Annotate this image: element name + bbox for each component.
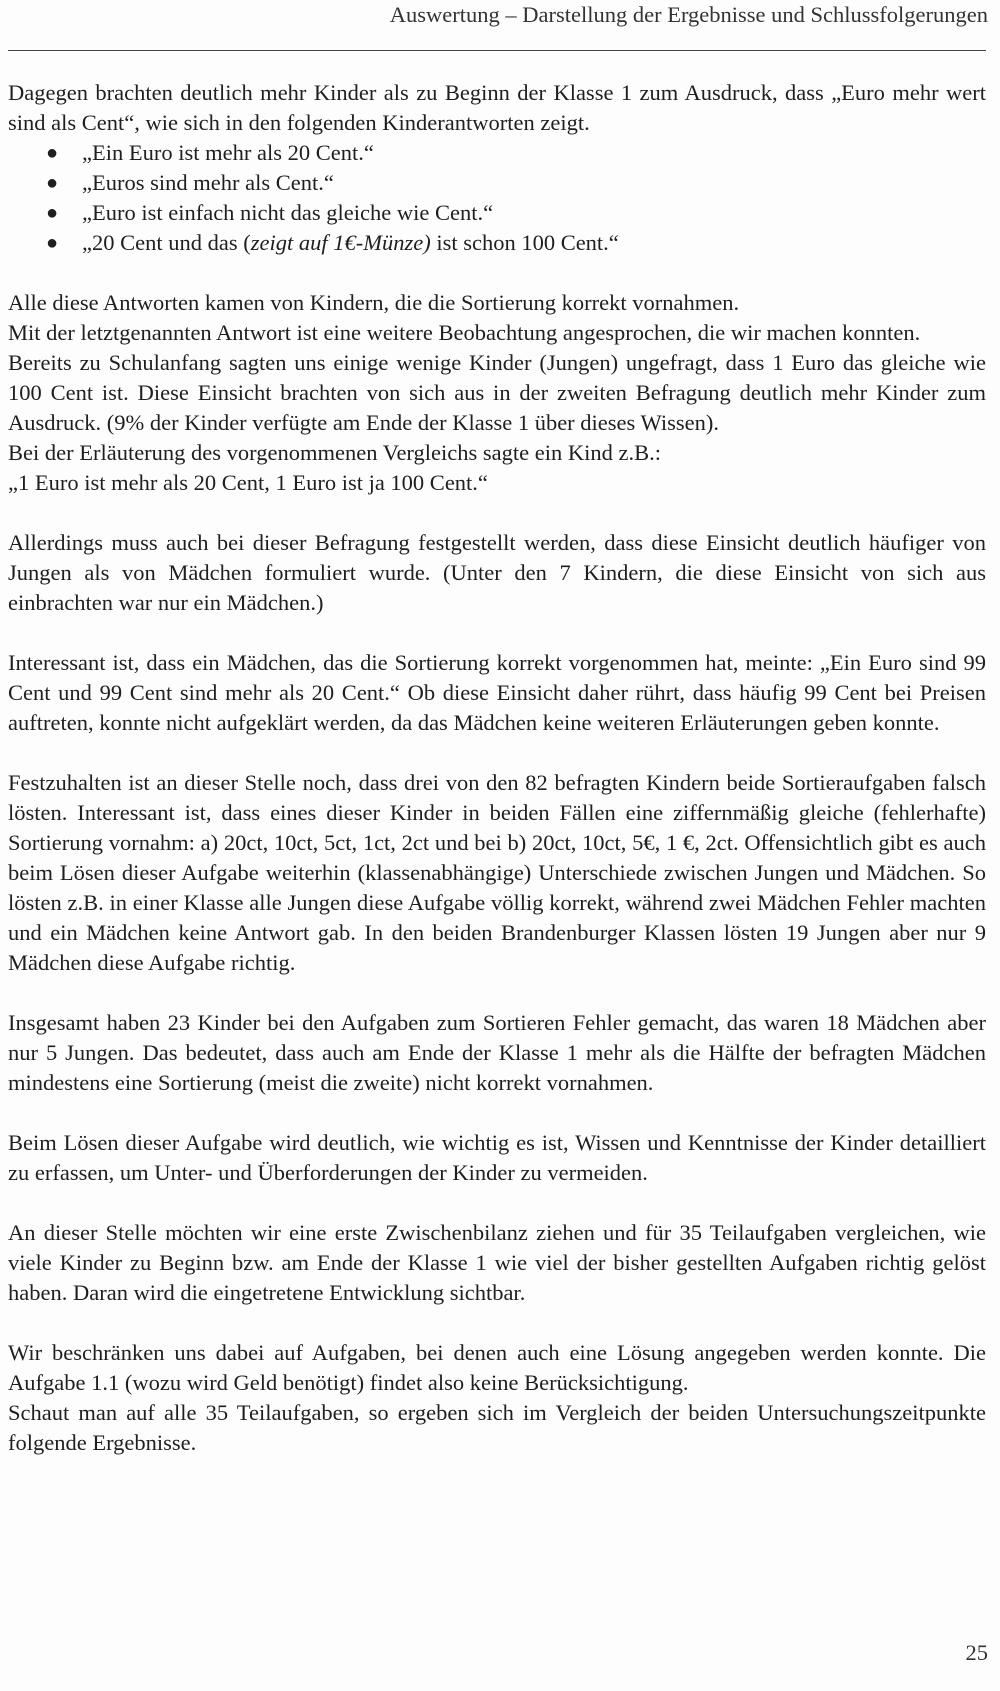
paragraph: Festzuhalten ist an dieser Stelle noch, dass drei von den 82 befragten Kindern beide Sortieraufgaben falsch lösten. Interessant ist, dass eines dieser Kinder in beiden Fällen eine ziffernmäßig gleiche (fehlerhafte) Sortierung vornahm: a) 20ct, 10ct, 5ct, 1ct, 2ct und bei b) 20ct, 10ct, 5€, 1 €, 2ct. Offensichtlich gibt es auch beim Lösen dieser Aufgabe weiterhin (klassenabhängige) Unterschiede zwischen Jungen und Mädchen. So lösten z.B. in einer Klasse alle Jungen diese Aufgabe völlig korrekt, während zwei Mädchen Fehler machten und ein Mädchen keine Antwort gab. In den beiden Brandenburger Klassen lösten 19 Jungen aber nur 9 Mädchen diese Aufgabe richtig. xyxy=(8,770,986,975)
page-number: 25 xyxy=(965,1640,988,1665)
running-header: Auswertung – Darstellung der Ergebnisse und Schlussfolgerungen xyxy=(389,2,988,27)
list-item: ● „20 Cent und das (zeigt auf 1€-Münze) ist schon 100 Cent.“ xyxy=(8,228,986,258)
paragraph: Schaut man auf alle 35 Teilaufgaben, so ergeben sich im Vergleich der beiden Untersuchungszeitpunkte folgende Ergebnisse. xyxy=(8,1400,986,1455)
paragraph: Wir beschränken uns dabei auf Aufgaben, bei denen auch eine Lösung angegeben werden konnte. Die Aufgabe 1.1 (wozu wird Geld benötigt) findet also keine Berücksichtigung. xyxy=(8,1340,986,1395)
list-item: ● „Euros sind mehr als Cent.“ xyxy=(8,168,986,198)
paragraph: Interessant ist, dass ein Mädchen, das die Sortierung korrekt vorgenommen hat, meinte: „Ein Euro sind 99 Cent und 99 Cent sind mehr als 20 Cent.“ Ob diese Einsicht daher rührt, dass häufig 99 Cent bei Preisen auftreten, konnte nicht aufgeklärt werden, da das Mädchen keine weiteren Erläuterungen geben konnte. xyxy=(8,650,986,735)
paragraph: Bei der Erläuterung des vorgenommenen Vergleichs sagte ein Kind z.B.: xyxy=(8,440,661,465)
header-rule xyxy=(8,50,986,51)
list-item: ● „Ein Euro ist mehr als 20 Cent.“ xyxy=(8,138,986,168)
paragraph: Beim Lösen dieser Aufgabe wird deutlich, wie wichtig es ist, Wissen und Kenntnisse der Kinder detailliert zu erfassen, um Unter- und Überforderungen der Kinder zu vermeiden. xyxy=(8,1130,986,1185)
paragraph: Bereits zu Schulanfang sagten uns einige wenige Kinder (Jungen) ungefragt, dass 1 Euro das gleiche wie 100 Cent ist. Diese Einsicht brachten von sich aus in der zweiten Befragung deutlich mehr Kinder zum Ausdruck. (9% der Kinder verfügte am Ende der Klasse 1 über dieses Wissen). xyxy=(8,350,986,435)
list-item: ● „Euro ist einfach nicht das gleiche wie Cent.“ xyxy=(8,198,986,228)
bullet-icon: ● xyxy=(46,142,59,164)
italic-annotation: zeigt auf 1€-Münze) xyxy=(250,230,431,255)
body-text xyxy=(8,78,986,1458)
quote-list xyxy=(8,138,986,258)
paragraph: Dagegen brachten deutlich mehr Kinder als zu Beginn der Klasse 1 zum Ausdruck, dass „Euro mehr wert sind als Cent“, wie sich in den folgenden Kinderantworten zeigt. xyxy=(8,80,986,135)
paragraph: An dieser Stelle möchten wir eine erste Zwischenbilanz ziehen und für 35 Teilaufgaben vergleichen, wie viele Kinder zu Beginn bzw. am Ende der Klasse 1 wie viel der bisher gestellten Aufgaben richtig gelöst haben. Daran wird die eingetretene Entwicklung sichtbar. xyxy=(8,1220,986,1305)
bullet-icon: ● xyxy=(46,202,59,224)
paragraph: Allerdings muss auch bei dieser Befragung festgestellt werden, dass diese Einsicht deutlich häufiger von Jungen als von Mädchen formuliert wurde. (Unter den 7 Kindern, die diese Einsicht von sich aus einbrachten war nur ein Mädchen.) xyxy=(8,530,986,615)
bullet-icon: ● xyxy=(46,232,59,254)
quote: „1 Euro ist mehr als 20 Cent, 1 Euro ist ja 100 Cent.“ xyxy=(8,470,488,495)
bullet-icon: ● xyxy=(46,172,59,194)
paragraph: Insgesamt haben 23 Kinder bei den Aufgaben zum Sortieren Fehler gemacht, das waren 18 Mädchen aber nur 5 Jungen. Das bedeutet, dass auch am Ende der Klasse 1 mehr als die Hälfte der befragten Mädchen mindestens eine Sortierung (meist die zweite) nicht korrekt vornahmen. xyxy=(8,1010,986,1095)
paragraph: Alle diese Antworten kamen von Kindern, die die Sortierung korrekt vornahmen. xyxy=(8,290,740,315)
paragraph: Mit der letztgenannten Antwort ist eine weitere Beobachtung angesprochen, die wir machen konnten. xyxy=(8,320,921,345)
